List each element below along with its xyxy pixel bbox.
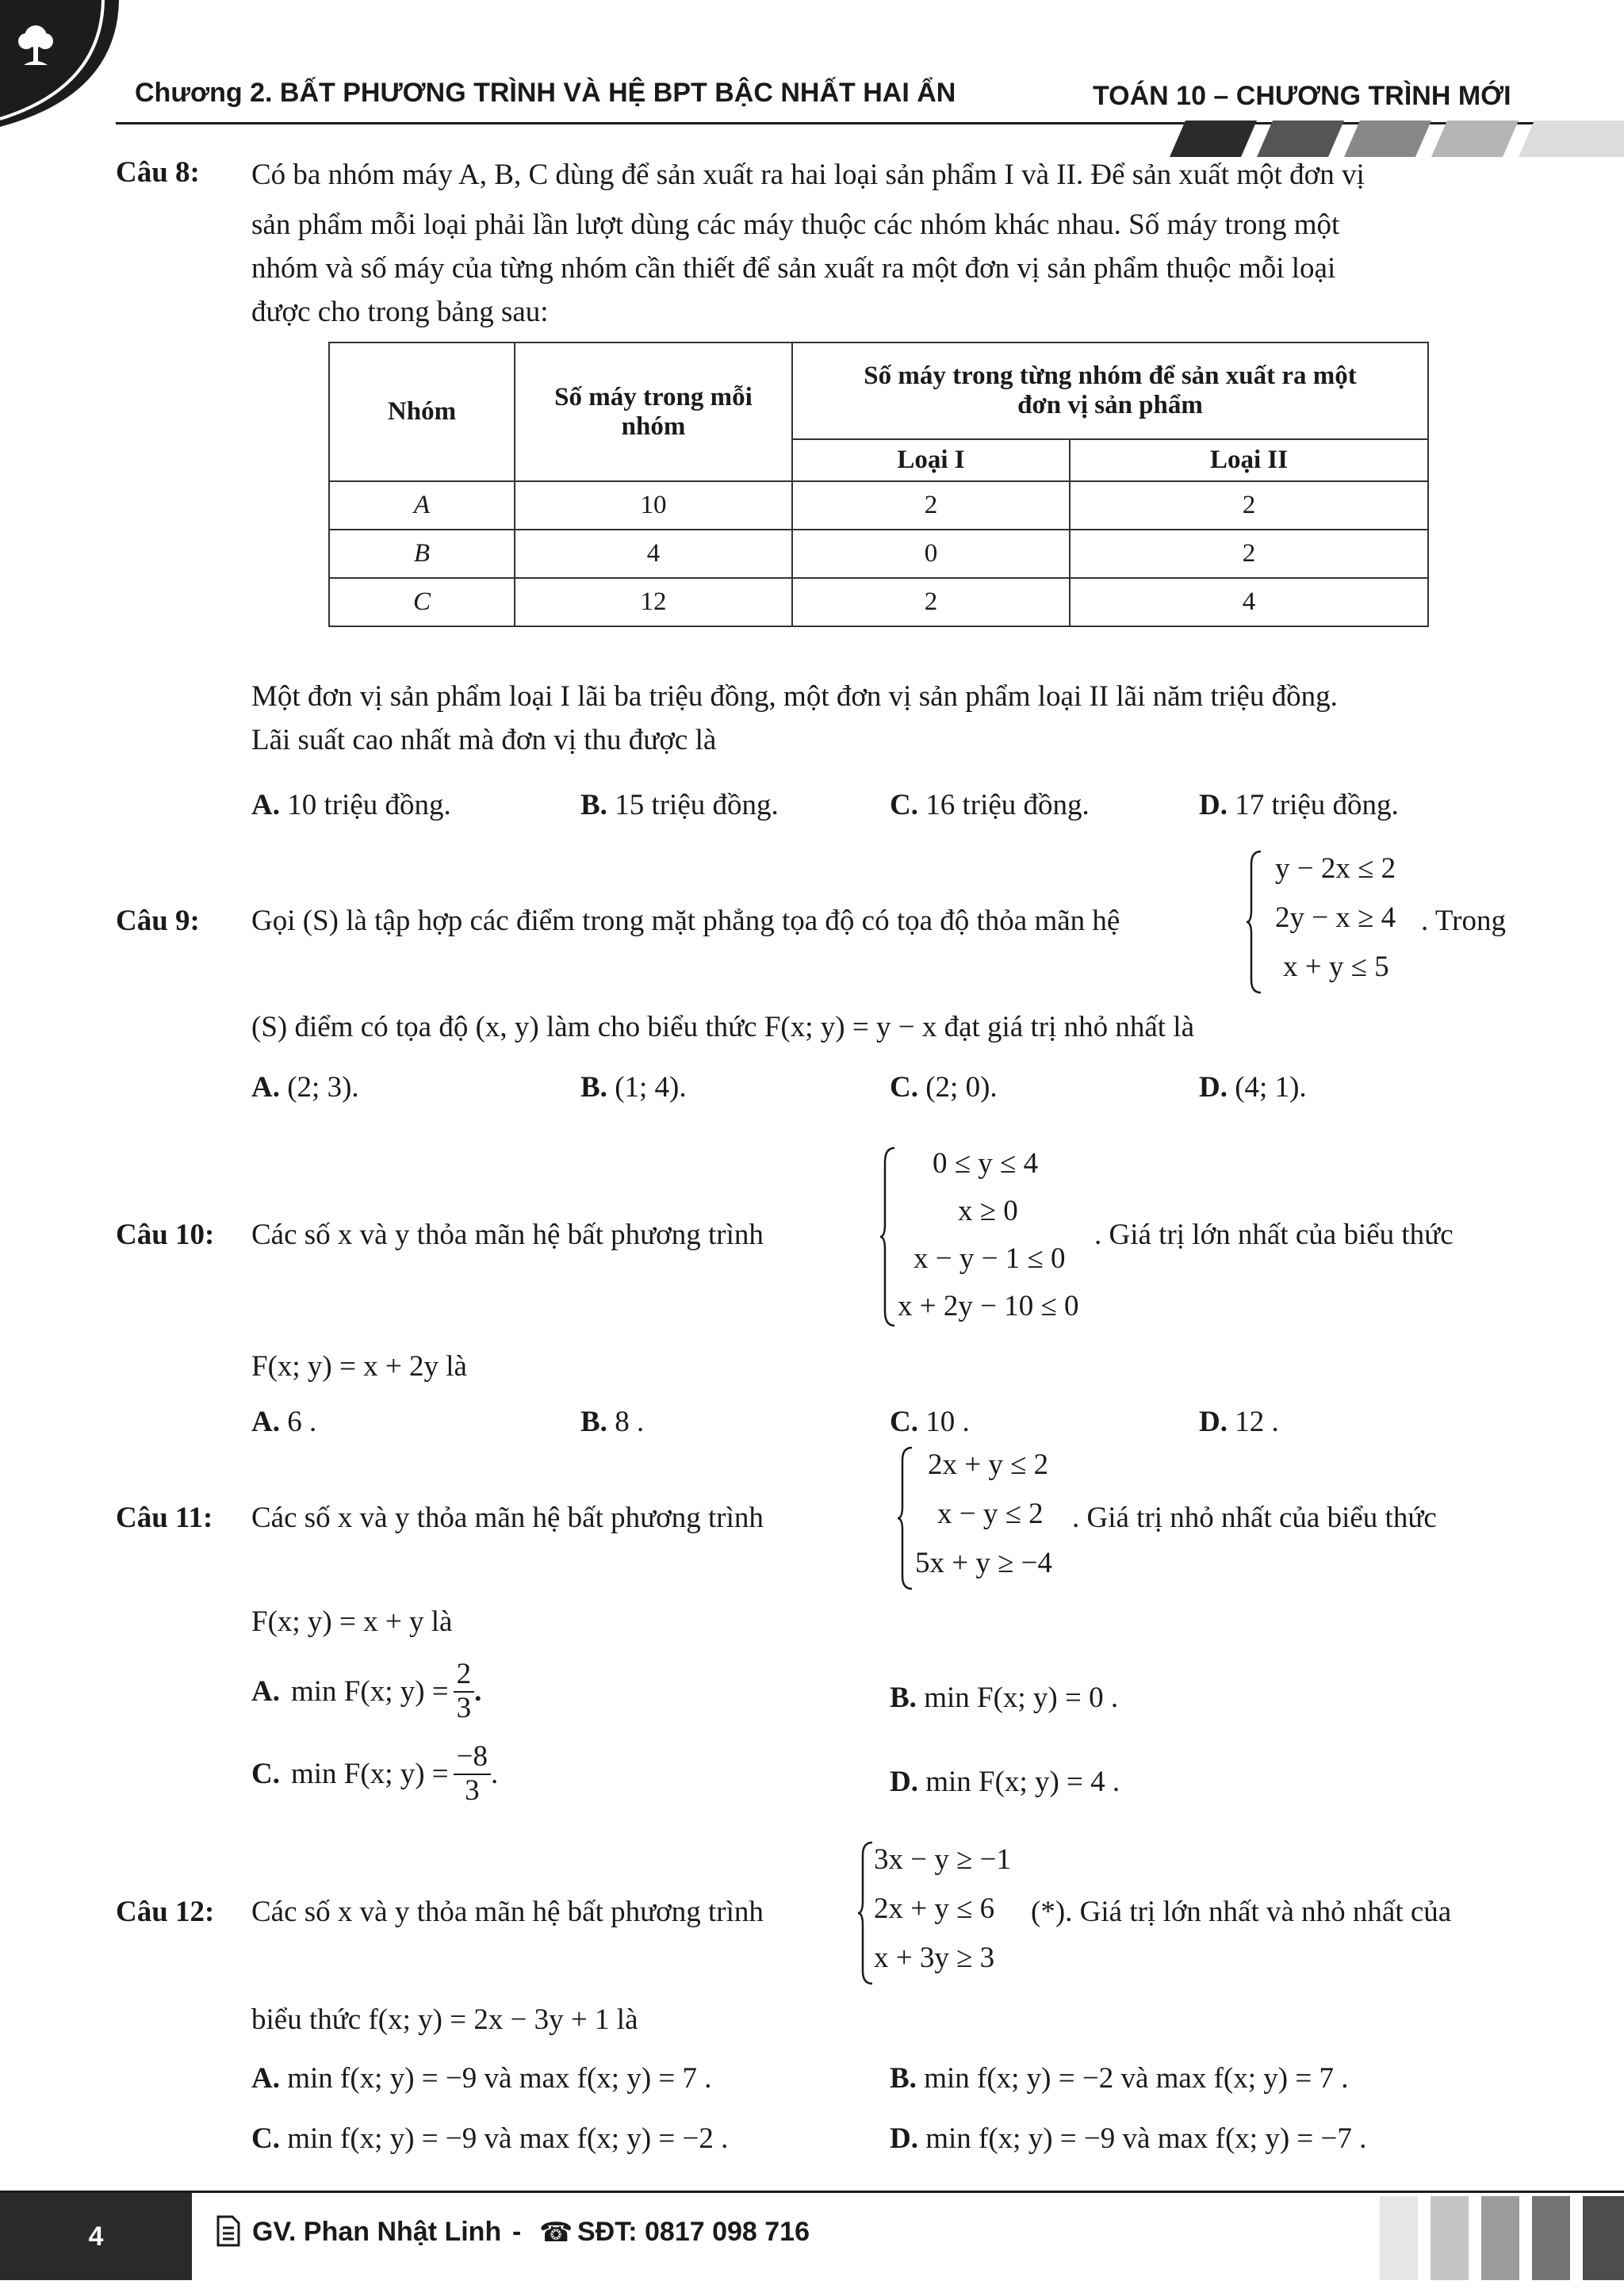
footer-bar xyxy=(1481,2196,1519,2280)
table-cell: 12 xyxy=(515,578,792,626)
question-text-line: F(x; y) = x + y là xyxy=(251,1605,453,1638)
option-c[interactable]: C. 10 . xyxy=(890,1406,970,1438)
option-d[interactable]: D. min f(x; y) = −9 và max f(x; y) = −7 . xyxy=(890,2122,1367,2155)
inequality: 2x + y ≤ 2 xyxy=(928,1448,1049,1481)
option-b[interactable]: B. min f(x; y) = −2 và max f(x; y) = 7 . xyxy=(890,2062,1349,2095)
option-d[interactable]: D. (4; 1). xyxy=(1199,1071,1307,1104)
inequality: x + 2y − 10 ≤ 0 xyxy=(898,1290,1079,1322)
table-header: Loại I xyxy=(792,439,1070,481)
question-text-line: biểu thức f(x; y) = 2x − 3y + 1 là xyxy=(251,2003,638,2036)
option-d[interactable]: D. 12 . xyxy=(1199,1406,1279,1438)
option-c[interactable]: C. min f(x; y) = −9 và max f(x; y) = −2 . xyxy=(251,2122,729,2155)
table-cell: 10 xyxy=(515,481,792,530)
inequality: x − y ≤ 2 xyxy=(937,1498,1044,1530)
option-b[interactable]: B. 15 triệu đồng. xyxy=(580,789,779,821)
option-b[interactable]: B. (1; 4). xyxy=(580,1071,687,1104)
question-label: Câu 12: xyxy=(116,1896,215,1928)
question-text-line: Các số x và y thỏa mãn hệ bất phương trình xyxy=(251,1502,764,1534)
question-text-tail: (*). Giá trị lớn nhất và nhỏ nhất của xyxy=(1031,1896,1452,1928)
inequality: x − y − 1 ≤ 0 xyxy=(914,1242,1066,1275)
chapter-title: Chương 2. BẤT PHƯƠNG TRÌNH VÀ HỆ BPT BẬC NHẤT HAI ẨN xyxy=(135,78,956,108)
tree-icon xyxy=(13,22,59,71)
option-c[interactable]: C. min F(x; y) = $\frac{-8}{3}$ . xyxy=(251,1740,499,1807)
footer-bar xyxy=(1380,2196,1418,2280)
table-cell: 2 xyxy=(792,481,1070,530)
footer-separator: - xyxy=(512,2217,522,2247)
question-text-line: Lãi suất cao nhất mà đơn vị thu được là xyxy=(251,724,717,756)
question-label: Câu 9: xyxy=(116,905,200,937)
option-c[interactable]: C. 16 triệu đồng. xyxy=(890,789,1090,821)
inequality: 5x + y ≥ −4 xyxy=(915,1547,1053,1579)
table-header: Số máy trong từng nhóm để sản xuất ra một đơn vị sản phẩm xyxy=(792,342,1428,439)
inequality: 2y − x ≥ 4 xyxy=(1275,901,1396,934)
inequality: y − 2x ≤ 2 xyxy=(1275,852,1396,885)
question-text-tail: . Trong xyxy=(1421,905,1506,937)
inequality: x + y ≤ 5 xyxy=(1283,951,1389,983)
option-a[interactable]: A. (2; 3). xyxy=(251,1071,359,1104)
question-text-line: Các số x và y thỏa mãn hệ bất phương trình xyxy=(251,1219,764,1251)
question-text-line: sản phẩm mỗi loại phải lần lượt dùng các máy thuộc các nhóm khác nhau. Số máy trong một xyxy=(251,209,1340,241)
author-name: GV. Phan Nhật Linh xyxy=(252,2217,502,2247)
table-cell: 4 xyxy=(515,530,792,578)
option-a[interactable]: A. min F(x; y) = $\frac{2}{3}$ . xyxy=(251,1658,482,1724)
table-cell: 4 xyxy=(1070,578,1428,626)
phone-number: SĐT: 0817 098 716 xyxy=(577,2217,810,2247)
option-d[interactable]: D. 17 triệu đồng. xyxy=(1199,789,1399,821)
inequality: 3x − y ≥ −1 xyxy=(874,1843,1012,1876)
question-text-line: được cho trong bảng sau: xyxy=(251,296,549,328)
table-header: Nhóm xyxy=(329,342,515,481)
page-number: 4 xyxy=(0,2193,192,2280)
brace-icon xyxy=(896,1443,915,1594)
brace-icon xyxy=(856,1838,875,1988)
table-header: Loại II xyxy=(1070,439,1428,481)
option-b[interactable]: B. 8 . xyxy=(580,1406,645,1438)
table-cell: A xyxy=(329,481,515,530)
brace-icon xyxy=(879,1142,898,1332)
question-text-line: F(x; y) = x + 2y là xyxy=(251,1350,467,1383)
course-title: TOÁN 10 – CHƯƠNG TRÌNH MỚI xyxy=(1093,81,1511,111)
question-text-line: Gọi (S) là tập hợp các điểm trong mặt phẳng tọa độ có tọa độ thỏa mãn hệ xyxy=(251,905,1120,937)
question-text-line: Một đơn vị sản phẩm loại I lãi ba triệu đồng, một đơn vị sản phẩm loại II lãi năm triệu đồng. xyxy=(251,680,1338,713)
option-c[interactable]: C. (2; 0). xyxy=(890,1071,998,1104)
inequality-system xyxy=(1245,847,1419,997)
inequality: x ≥ 0 xyxy=(958,1195,1018,1227)
inequality-system xyxy=(879,1142,1101,1332)
footer-bar xyxy=(1532,2196,1570,2280)
inequality-system xyxy=(896,1443,1071,1594)
table-row xyxy=(329,481,1428,530)
option-a[interactable]: A. min f(x; y) = −9 và max f(x; y) = 7 . xyxy=(251,2062,712,2095)
inequality: 0 ≤ y ≤ 4 xyxy=(933,1147,1039,1180)
inequality-system xyxy=(856,1838,1039,1988)
option-d[interactable]: D. min F(x; y) = 4 . xyxy=(890,1766,1120,1798)
phone-icon: ☎ xyxy=(539,2218,573,2248)
question-text-tail: . Giá trị nhỏ nhất của biểu thức xyxy=(1072,1502,1437,1534)
table-cell: 0 xyxy=(792,530,1070,578)
table-cell: B xyxy=(329,530,515,578)
option-b[interactable]: B. min F(x; y) = 0 . xyxy=(890,1682,1119,1714)
document-icon xyxy=(216,2215,241,2247)
question-text-line: (S) điểm có tọa độ (x, y) làm cho biểu thức F(x; y) = y − x đạt giá trị nhỏ nhất là xyxy=(251,1011,1195,1043)
option-a[interactable]: A. 6 . xyxy=(251,1406,317,1438)
option-a[interactable]: A. 10 triệu đồng. xyxy=(251,789,451,821)
inequality: x + 3y ≥ 3 xyxy=(874,1942,995,1974)
question-label: Câu 8: xyxy=(116,156,200,189)
table-cell: C xyxy=(329,578,515,626)
question-text-line: Các số x và y thỏa mãn hệ bất phương trình xyxy=(251,1896,764,1928)
brace-icon xyxy=(1245,847,1264,997)
footer-bar xyxy=(1583,2196,1624,2280)
table-cell: 2 xyxy=(1070,530,1428,578)
footer-bar xyxy=(1431,2196,1469,2280)
question-text-line: Có ba nhóm máy A, B, C dùng để sản xuất ra hai loại sản phẩm I và II. Để sản xuất một đơn vị xyxy=(251,159,1365,191)
footer-rule xyxy=(0,2191,1624,2193)
table-cell: 2 xyxy=(792,578,1070,626)
question-label: Câu 11: xyxy=(116,1502,213,1534)
table-cell: 2 xyxy=(1070,481,1428,530)
question-text-tail: . Giá trị lớn nhất của biểu thức xyxy=(1094,1219,1454,1251)
machine-table xyxy=(328,342,1429,627)
table-header: Số máy trong mỗi nhóm xyxy=(515,342,792,481)
table-row xyxy=(329,578,1428,626)
table-row xyxy=(329,530,1428,578)
question-text-line: nhóm và số máy của từng nhóm cần thiết để sản xuất ra một đơn vị sản phẩm thuộc mỗi loại xyxy=(251,252,1336,285)
inequality: 2x + y ≤ 6 xyxy=(874,1892,995,1925)
question-label: Câu 10: xyxy=(116,1219,215,1251)
